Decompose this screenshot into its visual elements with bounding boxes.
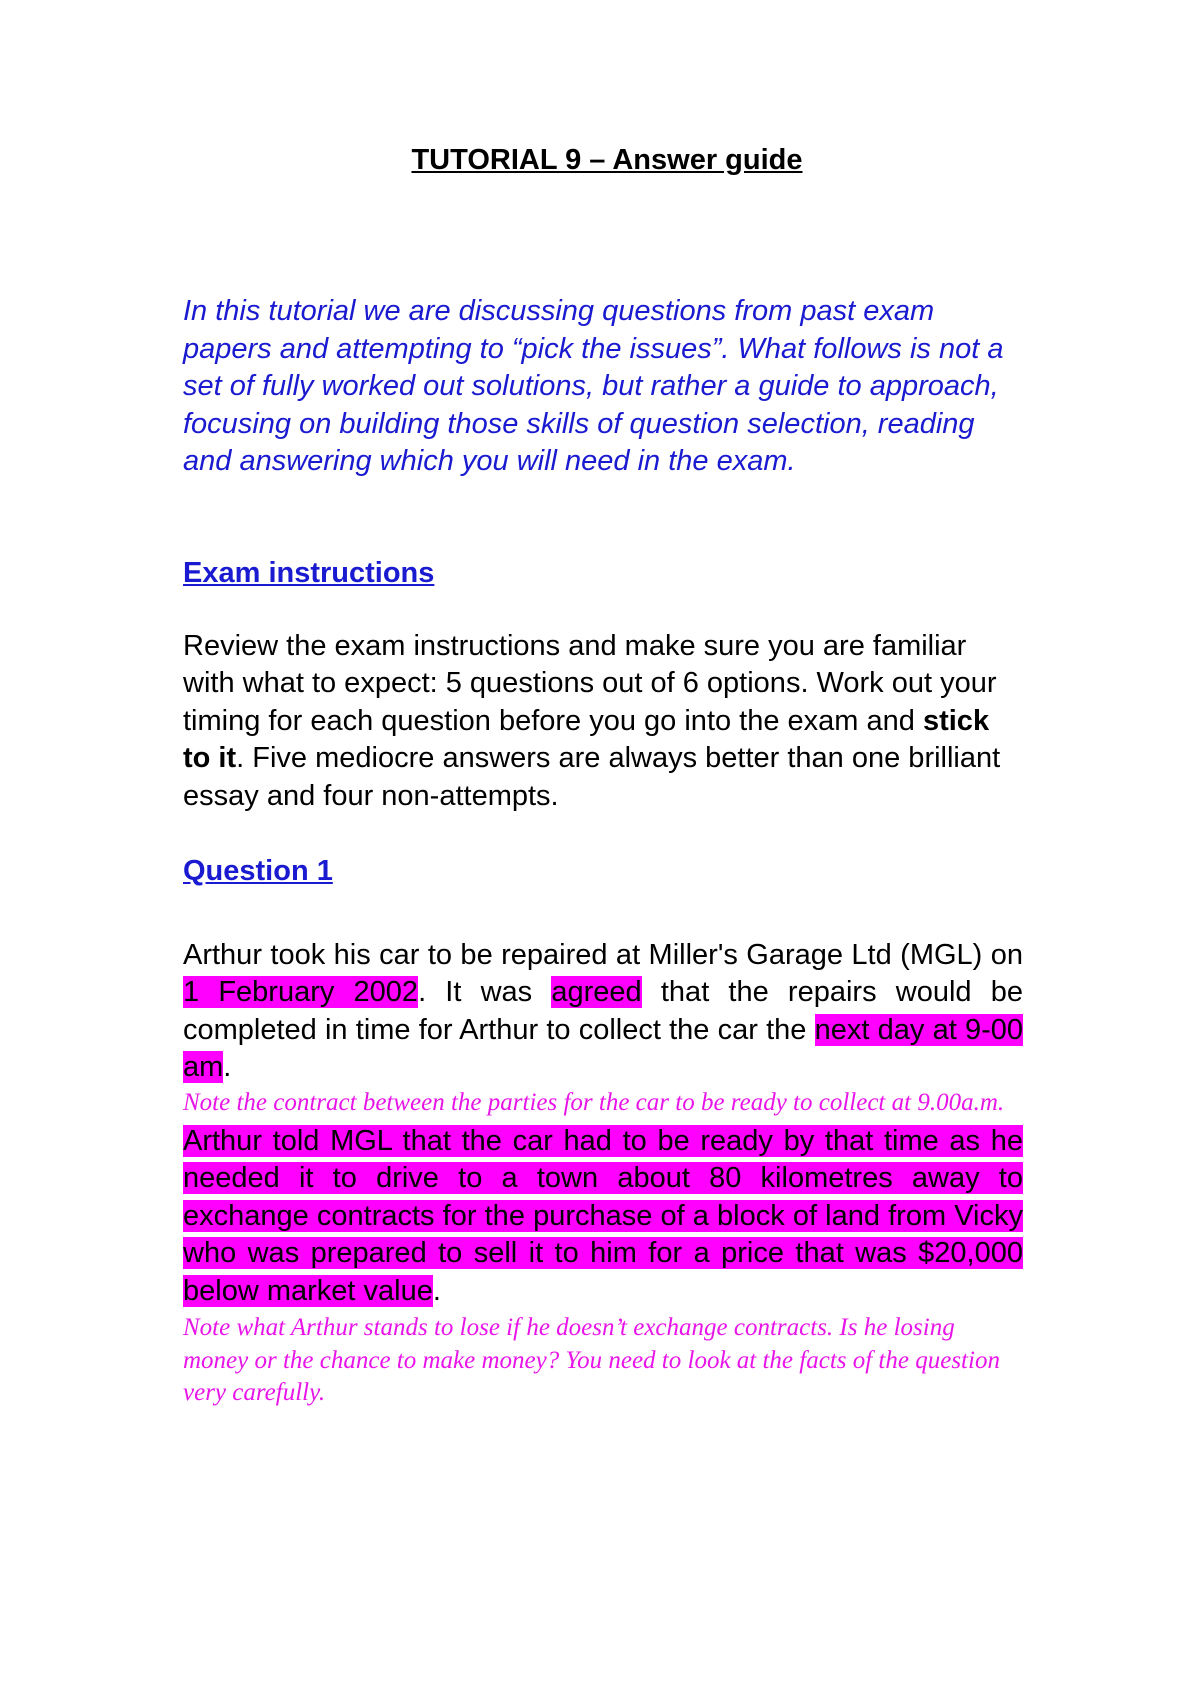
note-contract: Note the contract between the parties for the car to be ready to collect at 9.00a.m. (183, 1089, 1005, 1117)
exam-instructions-text-1: Review the exam instructions and make sure you are familiar with what to expect: 5 questions out of 6 options. Work out your timing for each question before you go into the exam and (183, 629, 997, 737)
question-1-paragraph-2 (183, 1123, 1023, 1311)
question-1-text-d: . (223, 1050, 232, 1083)
question-1-text-c: that the repairs would be completed in time for Arthur to collect the car the (183, 976, 1023, 1046)
exam-instructions-heading: Exam instructions (183, 556, 435, 589)
exam-instructions-emphasis: stick to it (183, 704, 990, 774)
question-1-text-a: Arthur took his car to be repaired at Miller's Garage Ltd (MGL) on (183, 939, 1023, 971)
intro-paragraph: In this tutorial we are discussing questions from past exam papers and attempting to “pick the issues”. What follows is not a set of fully worked out solutions, but rather a guide to approach, focusing on building those skills of question selection, reading and answering which you will need in the exam. (183, 295, 1004, 477)
document-content (183, 140, 1023, 1410)
exam-instructions-paragraph (183, 628, 1023, 816)
page-title: TUTORIAL 9 – Answer guide (411, 144, 803, 176)
question-1-text-b: . It was (418, 976, 552, 1009)
exam-instructions-text-2: . Five mediocre answers are always better than one brilliant essay and four non-attempts. (183, 742, 1001, 812)
question-1-text-e: . (432, 1274, 441, 1307)
highlight-passage: Arthur told MGL that the car had to be ready by that time as he needed it to drive to a town about 80 kilometres away to exchange contracts for the purchase of a block of land from Vicky who was prepared to sell it to him for a price that was $20,000 below market value (183, 1124, 1023, 1307)
question-1-paragraph (183, 937, 1023, 1086)
note-loss: Note what Arthur stands to lose if he doesn’t exchange contracts. Is he losing money or the chance to make money? You need to look at the facts of the question very carefully. (183, 1314, 1000, 1407)
question-1-heading: Question 1 (183, 855, 333, 887)
highlight-time: next day at 9-00 am (183, 1013, 1023, 1083)
highlight-date: 1 February 2002 (183, 976, 419, 1009)
highlight-agreed: agreed (551, 976, 642, 1009)
